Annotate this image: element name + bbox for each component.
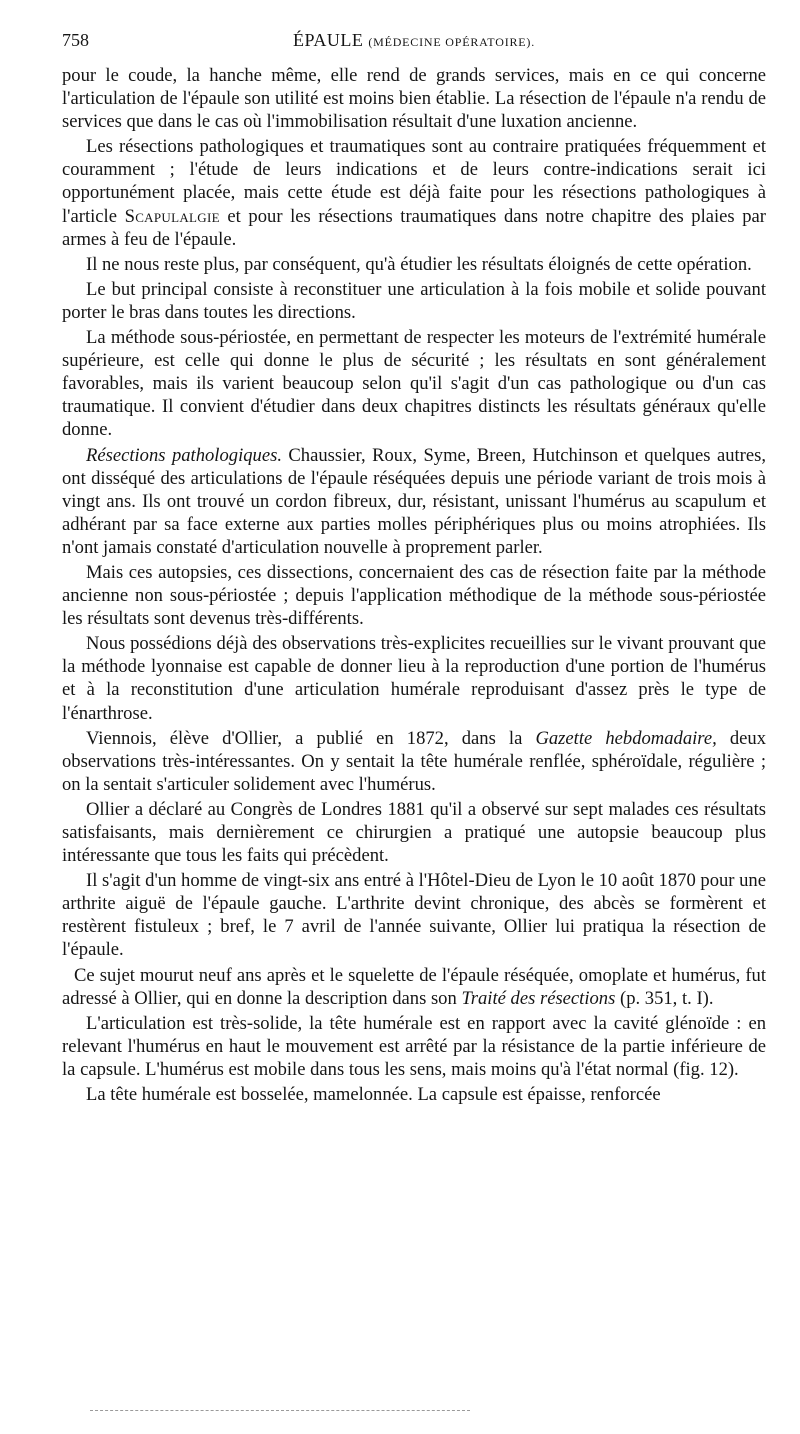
page-number: 758 <box>62 30 89 50</box>
paragraph-11: Il s'agit d'un homme de vingt-six ans entré à l'Hôtel-Dieu de Lyon le 10 août 1870 pour une arthrite aiguë de l'épaule gauche. L'arthrite devint chronique, des abcès se formèrent et restèrent fistuleux ; bref, le 7 avril de l'année suivante, Ollier lui pratiqua la résection de l'épaule. <box>62 870 766 961</box>
body-text <box>62 64 766 1106</box>
paragraph-6-text: Chaussier, Roux, Syme, Breen, Hutchinson et quelques autres, ont disséqué des articulations de l'épaule réséquées depuis une période variant de trois mois à vingt ans. Ils ont trouvé un cordon fibreux, dur, résistant, unissant l'humérus au scapulum et adhérant par sa face externe aux parties molles périphériques plus ou moins atrophiées. Ils n'ont jamais constaté d'articulation nouvelle à proprement parler. <box>62 444 766 558</box>
book-title-traite: Traité des résections <box>461 987 616 1009</box>
paragraph-2-text-b: et pour les résections traumatiques dans notre chapitre des plaies par armes à feu de l'épaule. <box>62 205 766 250</box>
paragraph-9-text-b: deux observations très-intéressantes. On y sentait la tête humérale renflée, sphéroïdale, régulière ; on la sentait s'articuler solidement avec l'humérus. <box>62 727 767 795</box>
paragraph-8: Nous possédions déjà des observations très-explicites recueillies sur le vivant prouvant que la méthode lyonnaise est capable de donner lieu à la reproduction d'une portion de l'humérus et à la reconstitution d'une articulation humérale reproduisant d'assez près le type de l'énarthrose. <box>62 633 766 724</box>
paragraph-10: Ollier a déclaré au Congrès de Londres 1881 qu'il a observé sur sept malades ces résultats satisfaisants, mais dernièrement ce chirurgien a pratiqué une autopsie beaucoup plus intéressante que tous les faits qui précèdent. <box>62 798 766 867</box>
paragraph-12-text-a: Ce sujet mourut neuf ans après et le squelette de l'épaule réséquée, omoplate et humérus, fut adressé à Ollier, qui en donne la description dans son <box>62 964 766 1009</box>
paragraph-13: L'articulation est très-solide, la tête humérale est en rapport avec la cavité glénoïde : en relevant l'humérus en haut le mouvement est arrêté par la résistance de la partie inférieure de la capsule. L'humérus est mobile dans tous les sens, mais moins qu'à l'état normal (fig. 12). <box>62 1012 766 1080</box>
paragraph-7: Mais ces autopsies, ces dissections, concernaient des cas de résection faite par la méthode ancienne non sous-périostée ; depuis l'application méthodique de la méthode sous-périostée les résultats sont devenus très-différents. <box>62 561 766 630</box>
footer-rule <box>90 1410 470 1411</box>
paragraph-1: pour le coude, la hanche même, elle rend de grands services, mais en ce qui concerne l'articulation de l'épaule son utilité est moins bien établie. La résection de l'épaule n'a rendu de services que dans le cas où l'immobilisation résultait d'une luxation ancienne. <box>62 65 766 133</box>
running-title-subtitle: (MÉDECINE OPÉRATOIRE). <box>368 35 536 49</box>
running-title-main: ÉPAULE <box>292 30 364 50</box>
paragraph-2-text-a: Les résections pathologiques et traumatiques sont au contraire pratiquées fréquemment et couramment ; l'étude de leurs indications et de leurs contre-indications serait ici opportunément placée, mais cette étude est déjà faite pour les résections pathologiques à l'article <box>62 136 766 227</box>
paragraph-14: La tête humérale est bosselée, mamelonnée. La capsule est épaisse, renforcée <box>86 1084 661 1106</box>
page-header <box>62 30 766 60</box>
article-reference-scapulalgie: Scapulalgie <box>124 205 220 227</box>
paragraph-12 <box>62 964 766 1010</box>
paragraph-2 <box>62 135 766 250</box>
paragraph-4: Le but principal consiste à reconstituer une articulation à la fois mobile et solide pouvant porter le bras dans toutes les directions. <box>62 278 766 323</box>
paragraph-9 <box>62 727 766 796</box>
journal-title-gazette: Gazette hebdomadaire, <box>535 727 717 749</box>
paragraph-5: La méthode sous-périostée, en permettant de respecter les moteurs de l'extrémité humérale supérieure, est celle qui donne le plus de sécurité ; les résultats en sont généralement favorables, mais ils varient beaucoup selon qu'il s'agit d'un cas pathologique ou d'un cas traumatique. Il convient d'étudier dans deux chapitres distincts les résultats généraux qu'elle donne. <box>62 327 766 441</box>
paragraph-12-text-b: (p. 351, t. I). <box>615 987 714 1009</box>
paragraph-3: Il ne nous reste plus, par conséquent, qu'à étudier les résultats éloignés de cette opération. <box>86 253 752 275</box>
paragraph-6 <box>62 444 766 559</box>
paragraph-9-text-a: Viennois, élève d'Ollier, a publié en 1872, dans la <box>86 727 536 749</box>
section-heading-resections-pathologiques: Résections pathologiques. <box>86 444 282 466</box>
running-title <box>62 30 766 51</box>
document-page <box>62 30 766 1108</box>
